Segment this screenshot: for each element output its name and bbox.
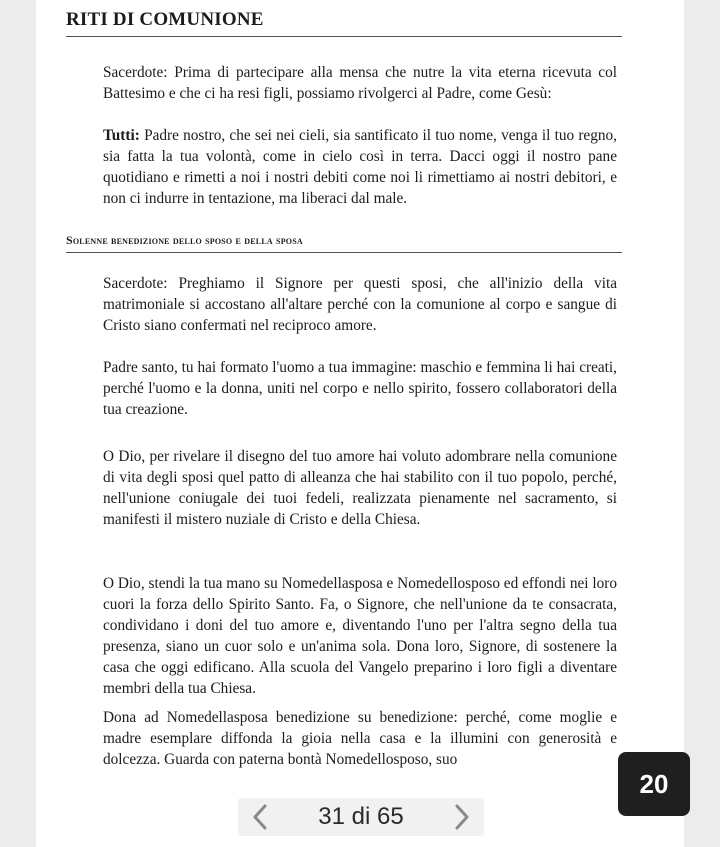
paragraph: O Dio, stendi la tua mano su Nomedellasposa e Nomedellosposo ed effondi nei loro cuori la forza dello Spirito Santo. Fa, o Signore, che nell'unione da te consacrata, condividano i doni del tuo amore e, diventando l'uno per l'altra segno della tua presenza, siano un cuor solo e un'anima sola. Dona loro, Signore, di sostenere la casa che oggi edificano. Alla scuola del Vangelo preparino i loro figli a diventare membri della tua Chiesa. [103, 575, 617, 697]
count-badge-label: 20 [639, 768, 669, 799]
paragraph: Dona ad Nomedellasposa benedizione su benedizione: perché, come moglie e madre esemplare diffonda la gioia nella casa e la illumini con generosità e dolcezza. Guarda con paterna bontà Nomedellosposo, suo [103, 709, 617, 768]
count-badge[interactable] [618, 752, 690, 816]
paragraph: Padre santo, tu hai formato l'uomo a tua immagine: maschio e femmina li hai creati, perché l'uomo e la donna, uniti nel corpo e nello spirito, fossero collaboratori della tua creazione. [103, 359, 617, 418]
section-title: RITI DI COMUNIONE [66, 8, 622, 37]
chevron-right-icon [452, 804, 472, 830]
speaker-label: Tutti: [103, 127, 140, 144]
paragraph: O Dio, per rivelare il disegno del tuo amore hai voluto adombrare nella comunione di vita degli sposi quel patto di alleanza che hai stabilito con il tuo popolo, perché, nell'unione coniugale dei tuoi fedeli, realizzata pienamente nel sacramento, si manifesti il mistero nuziale di Cristo e della Chiesa. [103, 448, 617, 528]
paragraph: Tutti: Padre nostro, che sei nei cieli, sia santificato il tuo nome, venga il tuo regno, sia fatta la tua volontà, come in cielo così in terra. Dacci oggi il nostro pane quotidiano e rimetti a noi i nostri debiti come noi li rimettiamo ai nostri debitori, e non ci indurre in tentazione, ma liberaci dal male. [103, 127, 617, 207]
paragraph: Sacerdote: Preghiamo il Signore per questi sposi, che all'inizio della vita matrimoniale si accostano all'altare perché con la comunione al corpo e sangue di Cristo siano confermati nel reciproco amore. [103, 275, 617, 334]
chevron-left-icon [250, 804, 270, 830]
paragraph: Sacerdote: Prima di partecipare alla mensa che nutre la vita eterna ricevuta col Battesimo e che ci ha resi figli, possiamo rivolgerci al Padre, come Gesù: [103, 64, 617, 102]
subsection-title: Solenne benedizione dello sposo e della sposa [66, 232, 622, 253]
prev-page-button[interactable] [238, 798, 282, 836]
next-page-button[interactable] [440, 798, 484, 836]
page-navigator [238, 798, 484, 836]
page-indicator: 31 di 65 [318, 803, 404, 830]
